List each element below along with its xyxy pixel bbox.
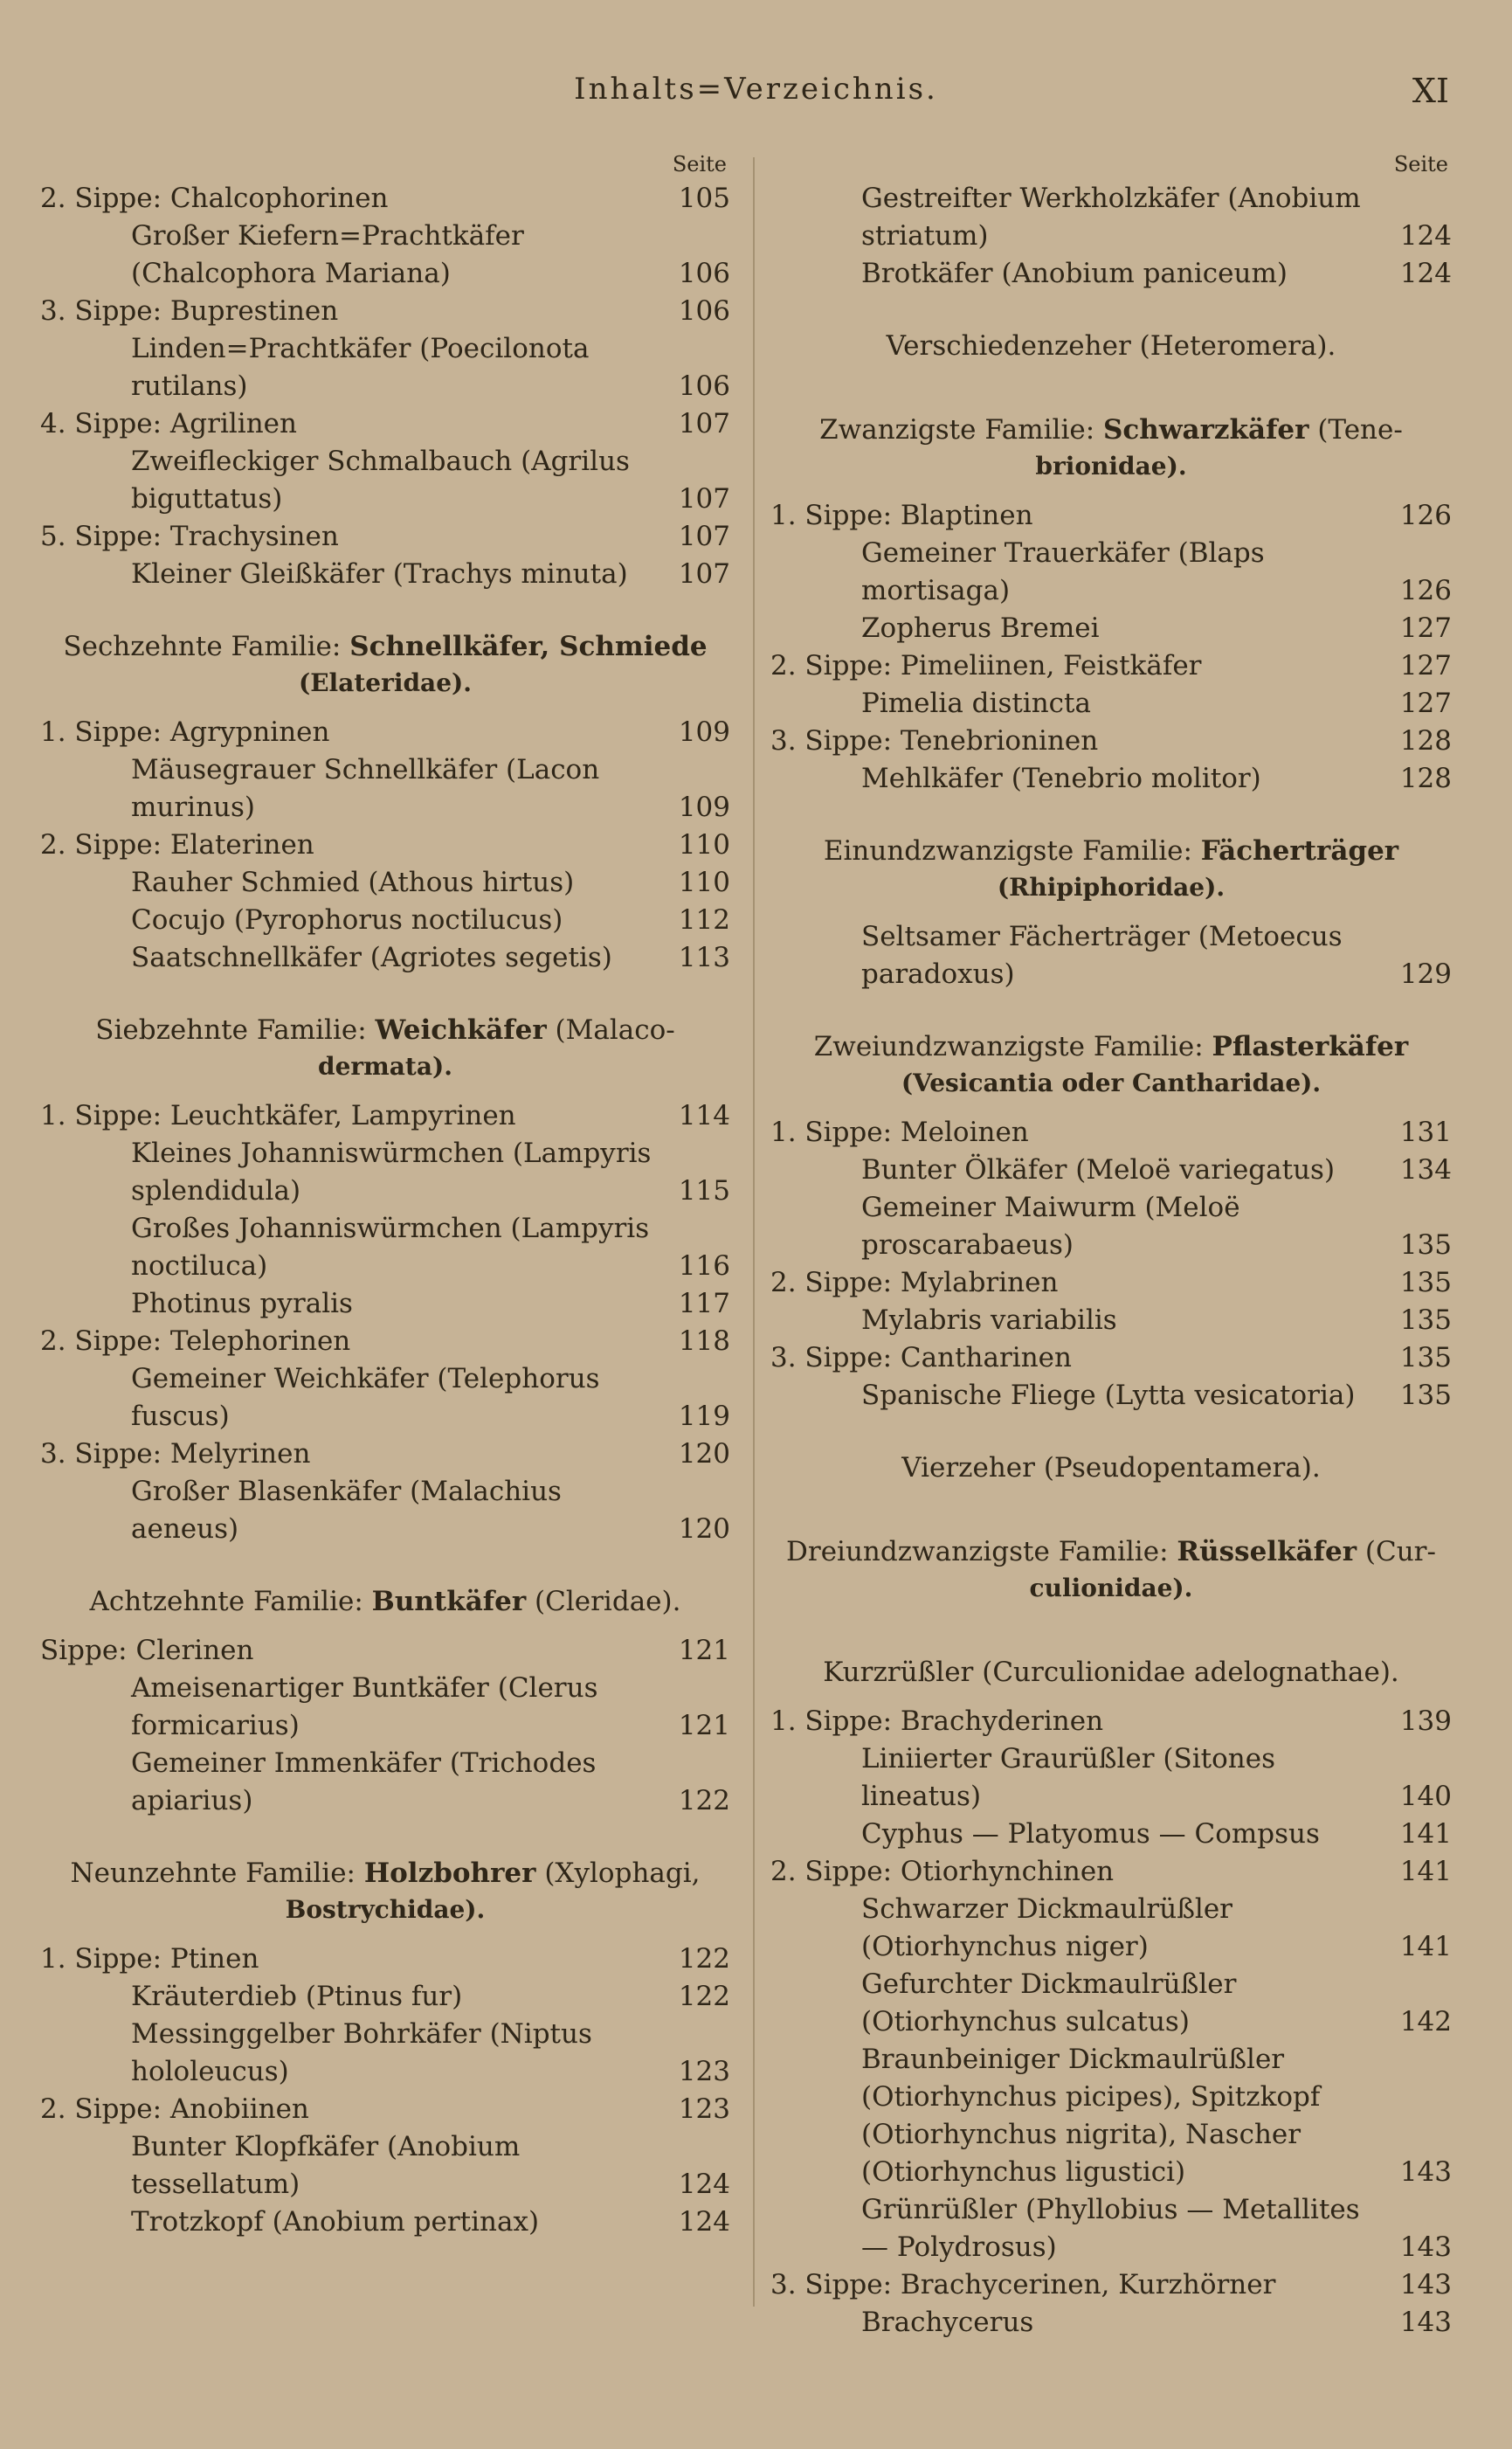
entry-page: 143 <box>1399 2269 1452 2300</box>
heading-pre: Zwanzigste Familie: <box>819 414 1104 446</box>
entry-page: 109 <box>678 792 730 823</box>
column-divider <box>753 157 755 2307</box>
species-entry <box>40 939 730 977</box>
section-gap <box>770 798 1452 833</box>
entry-text: 1. Sippe: Blaptinen <box>770 500 1033 531</box>
heading-pre: Sechzehnte Familie: <box>63 631 350 662</box>
entry-text: Liniierter Graurüßler (Sitones lineatus) <box>861 1743 1275 1812</box>
heading-bold: Fächerträger <box>1200 835 1399 867</box>
tribe-entry <box>40 1436 730 1473</box>
entry-text: 1. Sippe: Meloinen <box>770 1117 1029 1148</box>
left-column <box>40 149 730 2241</box>
species-entry <box>40 902 730 939</box>
entry-text: 4. Sippe: Agrilinen <box>40 408 297 439</box>
entry-text: 2. Sippe: Mylabrinen <box>770 1267 1059 1298</box>
entry-text: Zweifleckiger Schmalbauch (Agrilus biguttatus) <box>131 446 630 515</box>
heading-pre: Einundzwanzigste Familie: <box>823 835 1201 867</box>
entry-text: Schwarzer Dickmaulrüßler (Otiorhynchus niger) <box>861 1893 1232 1962</box>
entry-page: 121 <box>678 1635 730 1666</box>
entry-page: 107 <box>678 521 730 552</box>
species-entry <box>40 2016 730 2091</box>
species-entry <box>40 1135 730 1210</box>
entry-text: Trotzkopf (Anobium pertinax) <box>131 2206 540 2238</box>
entry-page: 143 <box>1399 2307 1452 2338</box>
entry-page: 119 <box>678 1401 730 1432</box>
entry-text: Gemeiner Trauerkäfer (Blaps mortisaga) <box>861 537 1265 606</box>
tribe-entry <box>770 1703 1452 1740</box>
seite-label: Seite <box>672 152 727 176</box>
heading-line <box>770 1449 1452 1486</box>
entry-page: 122 <box>678 1943 730 1975</box>
entry-text: Gefurchter Dickmaulrüßler (Otiorhynchus sulcatus) <box>861 1968 1237 2037</box>
entry-page: 140 <box>1399 1781 1452 1812</box>
tribe-entry <box>40 405 730 443</box>
family-heading <box>770 412 1452 485</box>
entry-text: 1. Sippe: Brachyderinen <box>770 1705 1104 1737</box>
species-entry <box>40 556 730 593</box>
section-gap <box>770 1607 1452 1619</box>
entry-text: Sippe: Clerinen <box>40 1635 254 1666</box>
entry-page: 110 <box>678 829 730 861</box>
tribe-entry <box>40 1941 730 1978</box>
right-column <box>770 149 1452 2342</box>
section-gap <box>770 1691 1452 1703</box>
entry-page: 134 <box>1399 1154 1452 1186</box>
heading-sub: culionidae). <box>1029 1574 1193 1602</box>
entry-text: Mehlkäfer (Tenebrio molitor) <box>861 763 1261 794</box>
entry-text: Kräuterdieb (Ptinus fur) <box>131 1981 463 2012</box>
entry-page: 127 <box>1399 612 1452 644</box>
section-gap <box>770 364 1452 377</box>
heading-post: (Malaco- <box>546 1014 675 1046</box>
entry-text: Großer Kiefern=Prachtkäfer (Chalcophora Mariana) <box>131 220 524 289</box>
entry-page: 128 <box>1399 763 1452 794</box>
entry-page: 129 <box>1399 958 1452 990</box>
section-gap <box>770 906 1452 918</box>
heading-sub: (Vesicantia oder Cantharidae). <box>901 1069 1322 1097</box>
species-entry <box>770 610 1452 647</box>
entry-page: 120 <box>678 1513 730 1545</box>
heading-bold: Schwarzkäfer <box>1103 414 1309 446</box>
tribe-entry <box>770 723 1452 760</box>
heading-sub: Bostrychidae). <box>285 1895 486 1924</box>
entry-page: 141 <box>1399 1818 1452 1850</box>
family-heading <box>770 1533 1452 1607</box>
entry-page: 131 <box>1399 1117 1452 1148</box>
tribe-entry <box>770 2266 1452 2304</box>
heading-sub: (Elateridae). <box>298 668 473 697</box>
species-entry <box>770 255 1452 293</box>
heading-sub: dermata). <box>318 1052 452 1081</box>
section-gap <box>40 1620 730 1632</box>
species-entry <box>770 2191 1452 2266</box>
heading-line <box>40 628 730 665</box>
heading-post: (Cleridae). <box>526 1586 681 1617</box>
heading-post: (Cur- <box>1357 1536 1436 1567</box>
entry-text: 2. Sippe: Telephorinen <box>40 1325 351 1357</box>
tribe-entry <box>40 714 730 751</box>
entry-text: 1. Sippe: Agrypninen <box>40 716 330 748</box>
entry-page: 135 <box>1399 1267 1452 1298</box>
entry-page: 117 <box>678 1288 730 1319</box>
entry-page: 121 <box>678 1710 730 1741</box>
section-gap <box>40 977 730 1012</box>
entry-text: Braunbeiniger Dickmaulrüßler (Otiorhynchus picipes), Spitzkopf (Otiorhynchus nigrita), Nascher (Otiorhynchus ligustici) <box>861 2044 1321 2188</box>
entry-text: 2. Sippe: Chalcophorinen <box>40 183 389 214</box>
entry-text: Bunter Ölkäfer (Meloë variegatus) <box>861 1154 1336 1186</box>
entry-page: 106 <box>678 370 730 402</box>
family-heading <box>40 1012 730 1085</box>
heading-bold: Weichkäfer <box>375 1014 547 1046</box>
entry-text: Saatschnellkäfer (Agriotes segetis) <box>131 942 612 973</box>
entry-text: Rauher Schmied (Athous hirtus) <box>131 867 575 898</box>
heading-bold: Holzbohrer <box>363 1858 536 1889</box>
section-gap <box>40 1085 730 1097</box>
section-gap <box>770 485 1452 497</box>
heading-line <box>770 412 1452 448</box>
species-entry <box>40 2128 730 2203</box>
species-entry <box>770 1152 1452 1189</box>
entry-text: Gemeiner Immenkäfer (Trichodes apiarius) <box>131 1747 597 1816</box>
species-entry <box>770 1966 1452 2041</box>
entry-page: 107 <box>678 483 730 515</box>
heading-pre: Verschiedenzeher (Heteromera). <box>886 330 1336 362</box>
right-entries <box>770 180 1452 2342</box>
entry-page: 123 <box>678 2093 730 2125</box>
entry-text: Gemeiner Weichkäfer (Telephorus fuscus) <box>131 1363 600 1432</box>
entry-text: Spanische Fliege (Lytta vesicatoria) <box>861 1380 1356 1411</box>
entry-page: 135 <box>1399 1304 1452 1336</box>
tribe-entry <box>770 497 1452 535</box>
heading-pre: Zweiundzwanzigste Familie: <box>813 1031 1212 1062</box>
family-heading <box>40 1855 730 1928</box>
species-entry <box>770 685 1452 723</box>
entry-page: 126 <box>1399 500 1452 531</box>
entry-page: 142 <box>1399 2006 1452 2037</box>
heading-line <box>770 328 1452 364</box>
entry-text: Kleiner Gleißkäfer (Trachys minuta) <box>131 558 628 590</box>
heading-bold: Pflasterkäfer <box>1212 1031 1409 1062</box>
heading-post: (Xylophagi, <box>535 1858 701 1889</box>
entry-page: 116 <box>678 1250 730 1282</box>
heading-sub: brionidae). <box>1035 452 1187 481</box>
heading-pre: Dreiundzwanzigste Familie: <box>786 1536 1177 1567</box>
tribe-entry <box>770 1853 1452 1891</box>
section-gap <box>40 1820 730 1855</box>
entry-page: 143 <box>1399 2231 1452 2263</box>
species-entry <box>40 330 730 405</box>
species-entry <box>770 535 1452 610</box>
species-entry <box>770 1302 1452 1339</box>
section-gap <box>40 1548 730 1583</box>
tribe-entry <box>40 180 730 218</box>
heading-pre: Kurzrüßler (Curculionidae adelognathae). <box>823 1657 1399 1688</box>
heading-line <box>40 1855 730 1892</box>
entry-text: 2. Sippe: Otiorhynchinen <box>770 1856 1115 1887</box>
section-gap <box>40 1928 730 1941</box>
tribe-entry <box>40 518 730 556</box>
species-entry <box>770 2304 1452 2342</box>
species-entry <box>40 443 730 518</box>
family-heading <box>40 1583 730 1620</box>
heading-line <box>770 1533 1452 1570</box>
species-entry <box>40 1210 730 1285</box>
entry-page: 123 <box>678 2056 730 2087</box>
family-heading <box>770 1028 1452 1102</box>
entry-page: 127 <box>1399 650 1452 681</box>
entry-page: 118 <box>678 1325 730 1357</box>
heading-line <box>770 1654 1452 1691</box>
entry-text: 2. Sippe: Elaterinen <box>40 829 314 861</box>
entry-page: 106 <box>678 258 730 289</box>
heading-bold: Schnellkäfer, Schmiede <box>349 631 708 662</box>
family-heading <box>770 833 1452 906</box>
entry-text: Zopherus Bremei <box>861 612 1100 644</box>
entry-page: 128 <box>1399 725 1452 757</box>
section-gap <box>770 1619 1452 1654</box>
entry-page: 106 <box>678 295 730 327</box>
heading-line <box>40 1012 730 1048</box>
section-gap <box>770 1102 1452 1114</box>
heading-bold: Rüsselkäfer <box>1177 1536 1357 1567</box>
entry-page: 122 <box>678 1785 730 1816</box>
entry-text: Cyphus — Platyomus — Compsus <box>861 1818 1320 1850</box>
species-entry <box>40 1285 730 1323</box>
tribe-entry <box>40 1323 730 1360</box>
heading-bold: Buntkäfer <box>371 1586 527 1617</box>
entry-text: Gemeiner Maiwurm (Meloë proscarabaeus) <box>861 1192 1240 1261</box>
tribe-entry <box>770 1339 1452 1377</box>
species-entry <box>770 2041 1452 2191</box>
entry-page: 113 <box>678 942 730 973</box>
entry-text: 2. Sippe: Pimeliinen, Feistkäfer <box>770 650 1202 681</box>
entry-text: 3. Sippe: Tenebrioninen <box>770 725 1099 757</box>
heading-line <box>770 833 1452 869</box>
entry-text: Großer Blasenkäfer (Malachius aeneus) <box>131 1476 562 1545</box>
heading-pre: Neunzehnte Familie: <box>70 1858 364 1889</box>
entry-text: Seltsamer Fächerträger (Metoecus paradoxus) <box>861 921 1343 990</box>
entry-page: 127 <box>1399 688 1452 719</box>
entry-text: 1. Sippe: Ptinen <box>40 1943 259 1975</box>
heading-pre: Siebzehnte Familie: <box>95 1014 376 1046</box>
entry-text: Gestreifter Werkholzkäfer (Anobium striatum) <box>861 183 1361 252</box>
species-entry <box>40 751 730 827</box>
heading-post: (Tene- <box>1308 414 1403 446</box>
page-number: XI <box>1412 72 1449 110</box>
heading-sub: (Rhipiphoridae). <box>997 873 1225 902</box>
entry-text: 3. Sippe: Cantharinen <box>770 1342 1072 1373</box>
tribe-entry <box>770 647 1452 685</box>
family-heading <box>770 328 1452 364</box>
species-entry <box>40 1745 730 1820</box>
left-entries <box>40 180 730 2241</box>
species-entry <box>40 864 730 902</box>
species-entry <box>40 218 730 293</box>
tribe-entry <box>40 2091 730 2128</box>
entry-page: 124 <box>678 2169 730 2200</box>
entry-page: 141 <box>1399 1856 1452 1887</box>
entry-text: Grünrüßler (Phyllobius — Metallites — Polydrosus) <box>861 2194 1360 2263</box>
entry-text: 5. Sippe: Trachysinen <box>40 521 339 552</box>
running-title: Inhalts=Verzeichnis. <box>574 72 938 107</box>
entry-text: Brachycerus <box>861 2307 1034 2338</box>
tribe-entry <box>770 1264 1452 1302</box>
species-entry <box>40 1978 730 2016</box>
entry-page: 139 <box>1399 1705 1452 1737</box>
section-gap <box>770 293 1452 328</box>
tribe-entry <box>40 827 730 864</box>
entry-text: Bunter Klopfkäfer (Anobium tessellatum) <box>131 2131 521 2200</box>
species-entry <box>770 1816 1452 1853</box>
entry-page: 124 <box>678 2206 730 2238</box>
entry-text: 2. Sippe: Anobiinen <box>40 2093 309 2125</box>
section-gap <box>770 1498 1452 1533</box>
species-entry <box>770 760 1452 798</box>
section-gap <box>40 593 730 628</box>
species-entry <box>770 1189 1452 1264</box>
entry-text: Cocujo (Pyrophorus noctilucus) <box>131 904 563 936</box>
entry-page: 124 <box>1399 258 1452 289</box>
species-entry <box>40 1360 730 1436</box>
species-entry <box>770 918 1452 993</box>
entry-page: 126 <box>1399 575 1452 606</box>
family-heading <box>770 1654 1452 1691</box>
species-entry <box>770 1377 1452 1415</box>
entry-text: Ameisenartiger Buntkäfer (Clerus formicarius) <box>131 1672 598 1741</box>
entry-page: 120 <box>678 1438 730 1470</box>
entry-text: Mylabris variabilis <box>861 1304 1117 1336</box>
entry-page: 143 <box>1399 2156 1452 2188</box>
section-gap <box>770 377 1452 412</box>
section-gap <box>40 702 730 714</box>
heading-pre: Achtzehnte Familie: <box>89 1586 372 1617</box>
entry-page: 115 <box>678 1175 730 1207</box>
entry-page: 107 <box>678 558 730 590</box>
section-gap <box>770 993 1452 1028</box>
species-entry <box>770 1740 1452 1816</box>
species-entry <box>770 180 1452 255</box>
entry-text: 3. Sippe: Melyrinen <box>40 1438 311 1470</box>
entry-text: Mäusegrauer Schnellkäfer (Lacon murinus) <box>131 754 600 823</box>
entry-text: 1. Sippe: Leuchtkäfer, Lampyrinen <box>40 1100 516 1131</box>
tribe-entry <box>40 1097 730 1135</box>
family-heading <box>40 628 730 702</box>
section-gap <box>770 1486 1452 1498</box>
species-entry <box>40 2203 730 2241</box>
entry-page: 105 <box>678 183 730 214</box>
entry-page: 141 <box>1399 1931 1452 1962</box>
heading-line <box>40 1583 730 1620</box>
entry-text: Großes Johanniswürmchen (Lampyris noctiluca) <box>131 1213 650 1282</box>
entry-page: 110 <box>678 867 730 898</box>
entry-text: 3. Sippe: Buprestinen <box>40 295 339 327</box>
entry-page: 122 <box>678 1981 730 2012</box>
family-heading <box>770 1449 1452 1486</box>
entry-page: 135 <box>1399 1229 1452 1261</box>
entry-text: Photinus pyralis <box>131 1288 353 1319</box>
heading-line <box>770 1028 1452 1065</box>
tribe-entry <box>770 1114 1452 1152</box>
entry-page: 135 <box>1399 1342 1452 1373</box>
seite-label: Seite <box>1393 152 1448 176</box>
entry-text: Pimelia distincta <box>861 688 1091 719</box>
species-entry <box>40 1473 730 1548</box>
entry-text: Messinggelber Bohrkäfer (Niptus hololeucus) <box>131 2018 592 2087</box>
entry-page: 109 <box>678 716 730 748</box>
heading-pre: Vierzeher (Pseudopentamera). <box>901 1452 1321 1484</box>
species-entry <box>770 1891 1452 1966</box>
entry-text: 3. Sippe: Brachycerinen, Kurzhörner <box>770 2269 1276 2300</box>
species-entry <box>40 1670 730 1745</box>
entry-text: Linden=Prachtkäfer (Poecilonota rutilans) <box>131 333 590 402</box>
entry-page: 114 <box>678 1100 730 1131</box>
tribe-entry <box>40 293 730 330</box>
entry-page: 112 <box>678 904 730 936</box>
entry-text: Kleines Johanniswürmchen (Lampyris splendidula) <box>131 1138 652 1207</box>
tribe-entry <box>40 1632 730 1670</box>
entry-page: 107 <box>678 408 730 439</box>
section-gap <box>770 1415 1452 1449</box>
entry-page: 135 <box>1399 1380 1452 1411</box>
entry-page: 124 <box>1399 220 1452 252</box>
entry-text: Brotkäfer (Anobium paniceum) <box>861 258 1288 289</box>
